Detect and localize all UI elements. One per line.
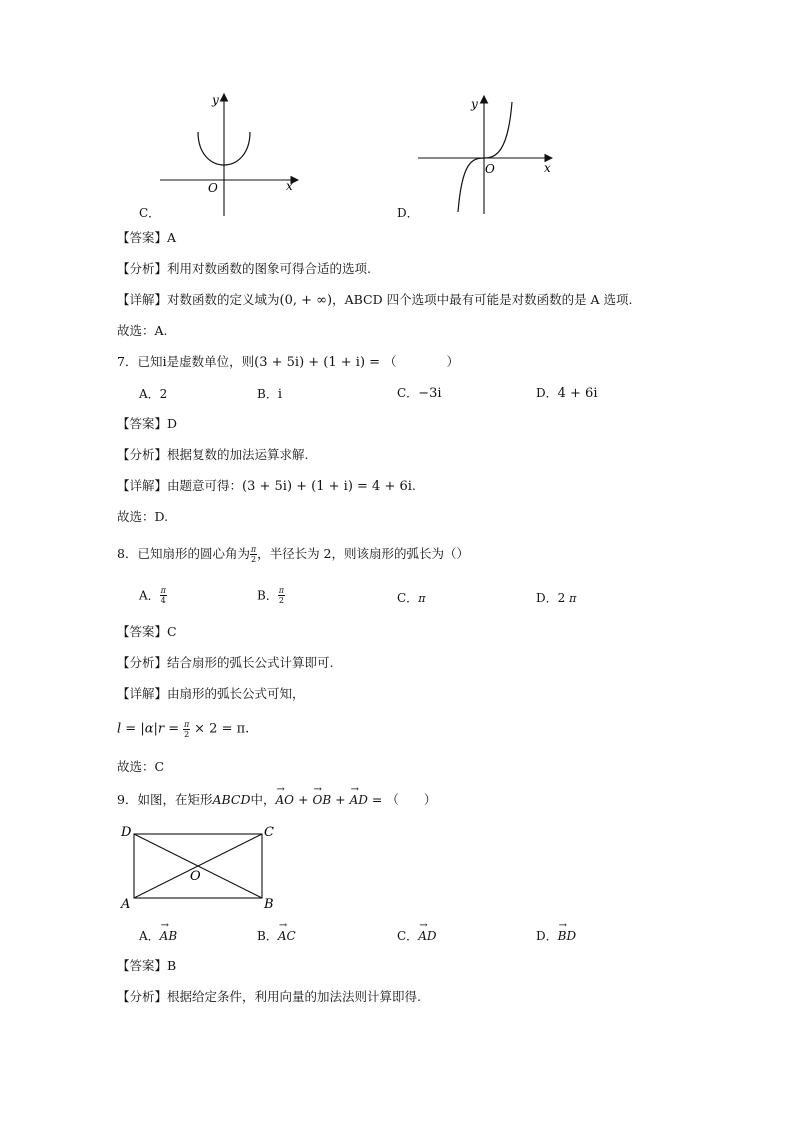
q9-analysis: 【分析】根据给定条件，利用向量的加法法则计算即得. [117,989,421,1004]
axis-y-label: y [212,93,219,107]
q6-detail-math: (0, + ∞) [279,293,333,308]
q7-stem-mid: 是虚数单位，则 [166,354,255,369]
q8-formula: l = |α|r = $\frac{\pi}{2}$ × 2 = π. [117,720,250,739]
center-o: O [190,869,201,884]
q8-stem: 8．已知扇形的圆心角为 $\frac{\pi}{2}$ ，半径长为 2，则该扇形的弧长为（） [117,545,469,564]
graph-c [150,88,310,220]
q6-choice: 故选：A. [117,323,168,338]
vertex-c: C [264,825,274,840]
q9-answer: 【答案】B [117,958,177,973]
vertex-a: A [121,897,131,912]
axis-x-label: x [544,161,551,175]
q9-option-d: D．→ BD [536,928,576,944]
q9-option-c: C．→ AD [397,928,436,944]
q8-option-c: C．π [397,591,426,605]
q8-option-a: A． $\frac{\pi}{4}$ [139,586,166,605]
q7-option-a: A．2 [139,387,168,401]
q7-analysis: 【分析】根据复数的加法运算求解. [117,447,309,462]
q6-detail-suffix: ，ABCD 四个选项中最有可能是对数函数的是 A 选项. [332,292,633,307]
origin-label: O [208,181,218,195]
axis-y-label: y [471,97,478,111]
vertex-b: B [264,897,274,912]
q7-stem-paren: （ ） [384,354,460,369]
q7-option-b: B．i [257,387,282,402]
q6-detail-prefix: 【详解】对数函数的定义域为 [117,292,280,307]
q8-detail: 【详解】由扇形的弧长公式可知， [117,686,305,701]
q7-stem-i: i [162,355,167,370]
q7-stem [117,354,459,371]
q7-option-c: C．−3i [397,386,442,401]
q8-analysis: 【分析】结合扇形的弧长公式计算即可. [117,655,334,670]
q9-stem: 9．如图，在矩形ABCD中，→ AO + → OB + → AD = （ ） [117,792,436,808]
q7-answer: 【答案】D [117,416,178,431]
axis-x-label: x [286,179,293,193]
origin-label: O [485,162,495,176]
vertex-d: D [121,825,132,840]
q7-stem-math: (3 + 5i) + (1 + i) = [254,355,381,370]
q8-option-d: D．2 π [536,591,577,605]
q7-choice: 故选：D. [117,509,169,524]
curve-d [458,102,512,212]
q6-analysis: 【分析】利用对数函数的图象可得合适的选项. [117,261,371,276]
q7-option-d: D．4 + 6i [536,386,598,401]
q9-option-a: A．→ AB [139,928,177,944]
q6-detail [117,292,633,309]
q9-option-b: B．→ AC [257,928,296,944]
q6-answer: 【答案】A [117,230,177,245]
q8-answer: 【答案】C [117,624,177,639]
graph-d [412,92,562,218]
q8-option-b: B． $\frac{\pi}{2}$ [257,586,284,605]
option-c-label: C． [139,206,161,220]
q7-detail: 【详解】由题意可得：(3 + 5i) + (1 + i) = 4 + 6i. [117,478,416,494]
option-d-label: D． [397,206,419,220]
q7-stem-prefix: 7．已知 [117,354,163,369]
q8-choice: 故选：C [117,759,165,774]
rectangle-figure [118,822,288,912]
